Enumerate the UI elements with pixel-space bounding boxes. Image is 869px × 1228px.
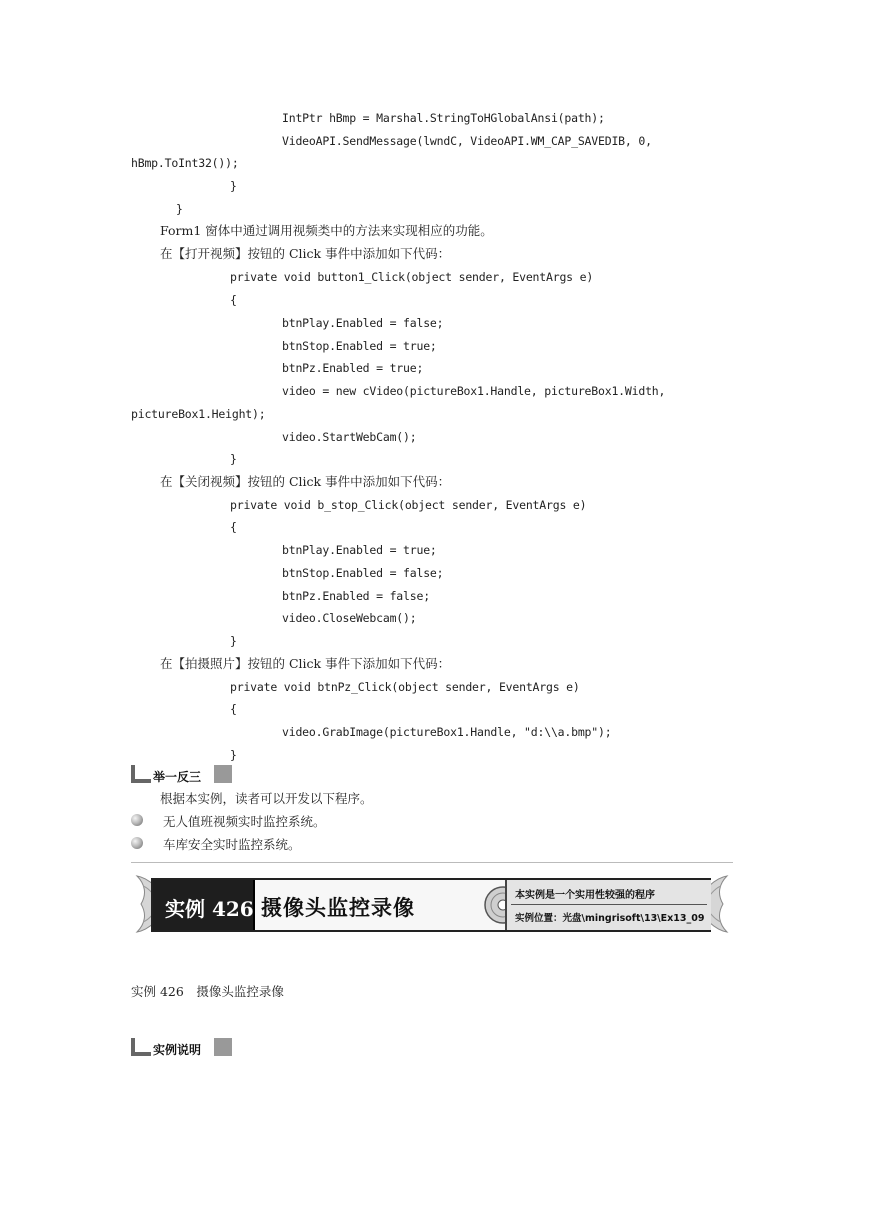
example-caption: 实例 426 摄像头监控录像 [131, 984, 284, 999]
code-line: btnStop.Enabled = true; [282, 339, 437, 353]
code-line: { [230, 702, 237, 716]
paragraph: Form1 窗体中通过调用视频类中的方法来实现相应的功能。 [160, 223, 493, 238]
code-line: } [230, 452, 237, 466]
code-line: } [176, 202, 183, 216]
code-line: hBmp.ToInt32()); [131, 156, 239, 170]
code-line: private void btnPz_Click(object sender, EventArgs e) [230, 680, 580, 694]
paragraph: 根据本实例，读者可以开发以下程序。 [160, 791, 373, 806]
code-line: btnPlay.Enabled = false; [282, 316, 444, 330]
banner-title: 摄像头监控录像 [261, 895, 415, 920]
code-line: } [230, 748, 237, 762]
code-line: VideoAPI.SendMessage(lwndC, VideoAPI.WM_CAP_SAVEDIB, 0, [282, 134, 652, 148]
code-line: IntPtr hBmp = Marshal.StringToHGlobalAnsi(path); [282, 111, 605, 125]
heading-corner-bar [131, 1052, 151, 1056]
code-line: video.GrabImage(pictureBox1.Handle, "d:\\a.bmp"); [282, 725, 612, 739]
banner-info-divider [511, 904, 707, 905]
code-line: { [230, 520, 237, 534]
banner-description: 本实例是一个实用性较强的程序 [515, 890, 655, 901]
banner-frame [151, 878, 711, 932]
section-title: 举一反三 [153, 770, 202, 784]
section-heading-extend [131, 765, 241, 785]
code-line: pictureBox1.Height); [131, 407, 266, 421]
divider [131, 862, 733, 863]
code-line: video = new cVideo(pictureBox1.Handle, pictureBox1.Width, [282, 384, 666, 398]
code-line: video.StartWebCam(); [282, 430, 417, 444]
example-banner [131, 866, 733, 942]
section-title: 实例说明 [153, 1043, 202, 1057]
code-line: btnPz.Enabled = false; [282, 589, 430, 603]
heading-square-icon [214, 765, 232, 783]
code-line: { [230, 293, 237, 307]
code-line: } [230, 634, 237, 648]
list-item: 车库安全实时监控系统。 [163, 837, 301, 852]
example-number-box [153, 880, 255, 930]
heading-corner-bar [131, 779, 151, 783]
example-number: 实例 426 [165, 897, 254, 921]
code-line: btnPz.Enabled = true; [282, 361, 424, 375]
code-line: btnStop.Enabled = false; [282, 566, 444, 580]
code-line: btnPlay.Enabled = true; [282, 543, 437, 557]
paragraph: 在【打开视频】按钮的 Click 事件中添加如下代码： [160, 246, 451, 261]
paragraph: 在【关闭视频】按钮的 Click 事件中添加如下代码： [160, 474, 451, 489]
bullet-icon [131, 814, 143, 826]
code-line: video.CloseWebcam(); [282, 611, 417, 625]
code-line: private void button1_Click(object sender, EventArgs e) [230, 270, 594, 284]
code-line: private void b_stop_Click(object sender, EventArgs e) [230, 498, 587, 512]
bullet-icon [131, 837, 143, 849]
paragraph: 在【拍摄照片】按钮的 Click 事件下添加如下代码： [160, 656, 451, 671]
heading-square-icon [214, 1038, 232, 1056]
code-line: } [230, 179, 237, 193]
list-item: 无人值班视频实时监控系统。 [163, 814, 326, 829]
banner-info-box [505, 880, 711, 930]
section-heading-description [131, 1038, 241, 1058]
banner-location: 实例位置：光盘\mingrisoft\13\Ex13_09 [515, 913, 705, 924]
